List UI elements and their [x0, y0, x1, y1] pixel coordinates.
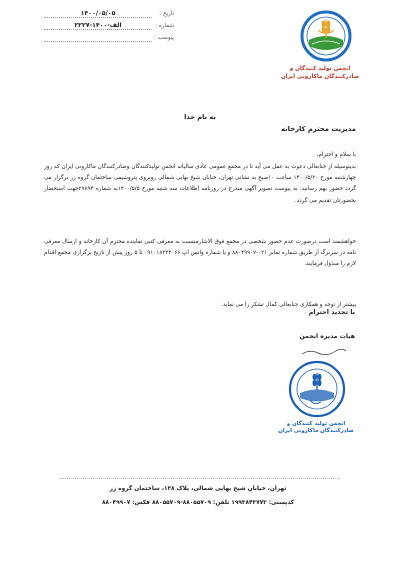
attachment-value	[44, 34, 152, 42]
paragraph-thanks: پیشتر از توجه و همکاری جنابعالی کمال تشکر را می نماید.	[221, 302, 356, 308]
addressee: مدیریت محترم کارخانه	[280, 125, 356, 133]
greeting: با سلام و احترام،	[316, 152, 356, 158]
organization-name-line1: انجمن تولید کنندگان و	[289, 66, 351, 72]
footer-address: تهران، خیابان شیخ بهایی شمالی، پلاک ۱۳۸، ساختمان گروه زر	[109, 486, 287, 492]
bismillah-heading: به نام خدا	[184, 113, 216, 121]
organization-name-line2: صادرکنندگان ماکارونی ایران	[280, 73, 360, 80]
number-value: ۲۲۲۷-الف-۱۴۰۰	[44, 22, 152, 30]
association-stamp	[288, 360, 346, 418]
letter-meta	[44, 8, 174, 44]
stamp-text-line1: انجمن تولید کنندگان و	[286, 421, 346, 427]
organization-name	[276, 66, 364, 81]
footer-contacts: کدپستی: ۱۹۹۳۸۴۳۷۷۳ تلفن: ۸۸۰۵۵۷۰۹-۸۸۰۵۵۷۰۹ فکس: ۸۸۰۴۹۹۰۷	[101, 500, 295, 506]
paragraph-representative: خواهشمند است درصورت عدم حضور شخصی در مجمع فوق الاشارمنسبت به معرفی کتبی نماینده محترم آن کارخانه و ارسال معرفی نامه در سربرگ از طریق شماره نمابر ۰۲۱-۸۸۰۴۹۹۰۷ و یا شماره واتس اپ ۰۹۱۰۱۸۳۲۴۰۶۶ تا ۵ روز پیش از تاریخ برگزاری مجمع اقدام لازم را مبذول فرمایند.	[44, 239, 357, 268]
stamp-text	[268, 421, 364, 435]
attachment-row	[44, 32, 174, 44]
closing-phrase: با تجدید احترام	[308, 308, 355, 316]
paragraph-invitation: بدینوسیله از جنابعالی دعوت به عمل می آید تا در مجمع عمومی عادی سالیانه انجمن تولیدکنندگان وصادرکنندگان ماکارونی ایران که روز چهارشنبه مورخ ۱۴۰۰/۵/۲۰ ساعت ۱۰صبح به نشانی تهران، خیابان شیخ بهایی شمالی روبروی پتروشیمی ساختمان گروه زر برگزار می گردد حضور بهم رسانید. به پیوست تصویر آگهی مندرج در روزنامه اطلاعات سه شنبه مورخ ۱۴۰۰/۵/۵به شماره ۲۷۸۹۴جهت استحضار بحضورتان تقدیم می گردد.	[44, 164, 356, 204]
signer-name: هیات مدیره انجمن	[299, 333, 355, 340]
signature-mark	[300, 348, 348, 356]
date-row	[44, 8, 174, 20]
date-label: تاریخ :	[159, 11, 174, 17]
number-row	[44, 20, 174, 32]
stamp-text-line2: صادرکنندگان ماکارونی ایران	[278, 428, 354, 434]
organization-logo	[300, 10, 352, 62]
number-label: شماره :	[155, 23, 174, 29]
footer-divider	[60, 478, 340, 479]
attachment-label: پیوست :	[154, 35, 174, 41]
date-value: ۱۴۰۰/۰۵/۰۵	[44, 10, 152, 18]
